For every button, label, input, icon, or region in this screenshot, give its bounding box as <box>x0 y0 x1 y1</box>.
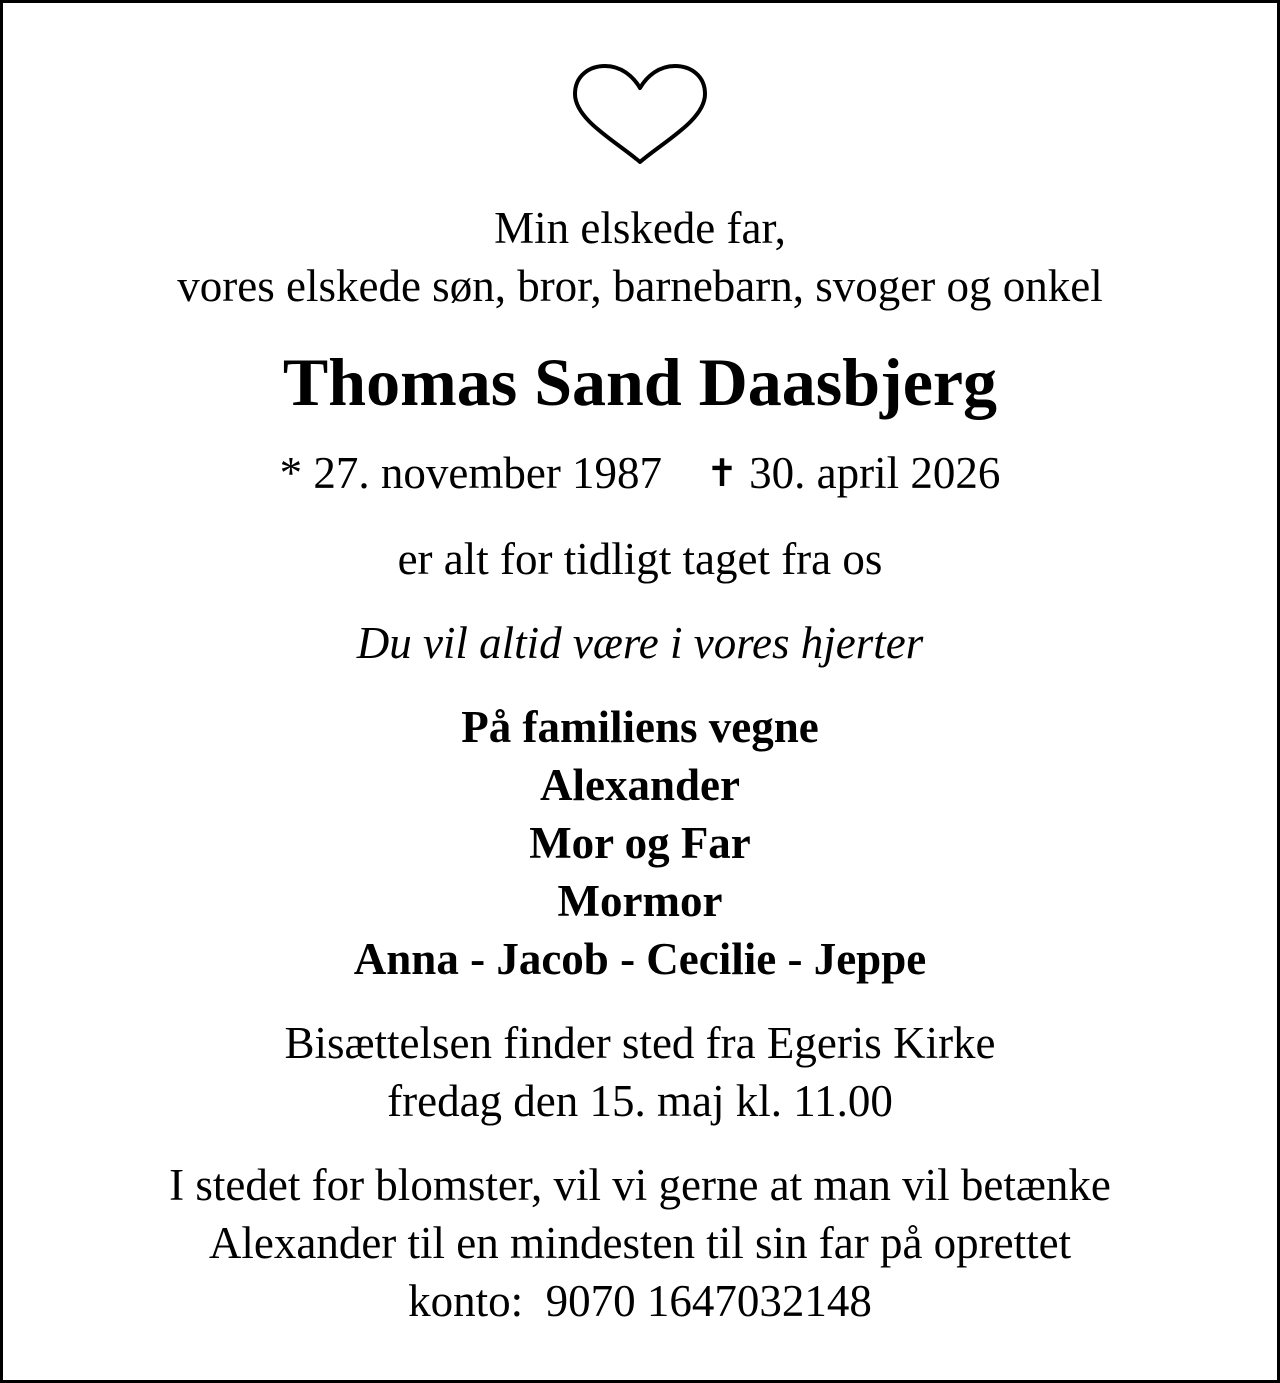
taken-line: er alt for tidligt taget fra os <box>397 534 883 584</box>
intro-line-2: vores elskede søn, bror, barnebarn, svoger og onkel <box>177 261 1103 311</box>
death-date: 30. april 2026 <box>749 448 1001 498</box>
ceremony-line-2: fredag den 15. maj kl. 11.00 <box>387 1076 893 1126</box>
cross-icon: ✝ <box>706 451 738 495</box>
family-line-3: Mor og Far <box>529 818 751 868</box>
deceased-name: Thomas Sand Daasbjerg <box>282 344 998 420</box>
family-line-5: Anna - Jacob - Cecilie - Jeppe <box>353 934 927 984</box>
family-line-2: Alexander <box>540 760 740 810</box>
birth-date: * 27. november 1987 <box>279 448 663 498</box>
family-line-1: På familiens vegne <box>461 702 819 752</box>
donation-line-3: konto: 9070 1647032148 <box>408 1276 872 1326</box>
donation-line-2: Alexander til en mindesten til sin far på oprettet <box>208 1218 1072 1268</box>
donation-line-1: I stedet for blomster, vil vi gerne at man vil betænke <box>169 1160 1111 1210</box>
ceremony-line-1: Bisættelsen finder sted fra Egeris Kirke <box>284 1018 996 1068</box>
life-dates <box>0 444 1280 502</box>
heart-icon <box>565 58 715 170</box>
quote-line: Du vil altid være i vores hjerter <box>356 618 924 668</box>
intro-line-1: Min elskede far, <box>494 203 786 253</box>
family-line-4: Mormor <box>557 876 723 926</box>
